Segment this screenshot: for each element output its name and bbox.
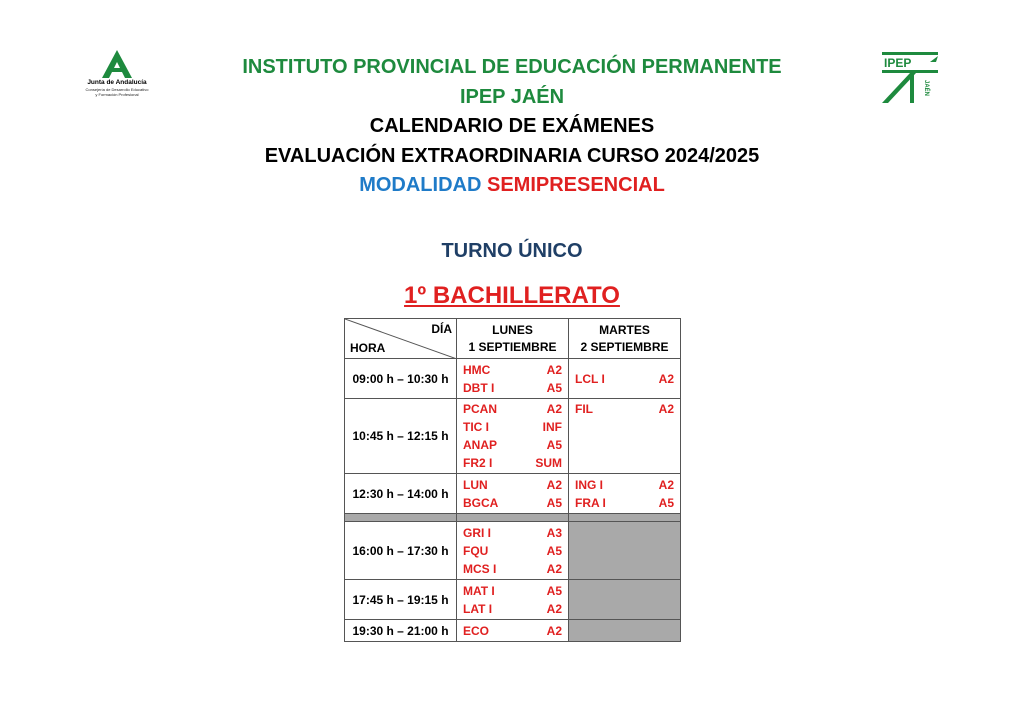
exam-room: A2 — [546, 623, 562, 638]
exam-cell-tuesday — [569, 474, 681, 514]
modality-line — [0, 171, 1024, 201]
exam-entry — [463, 524, 562, 542]
exam-room: SUM — [535, 456, 562, 470]
exam-subject: GRI I — [463, 525, 492, 540]
exam-room: A2 — [658, 402, 674, 416]
exam-entry — [463, 494, 562, 512]
day-date: 1 SEPTIEMBRE — [468, 339, 557, 354]
exam-room: A2 — [658, 477, 674, 492]
exam-cell-monday — [457, 399, 569, 474]
institute-short-name: IPEP JAÉN — [459, 85, 565, 108]
exam-entry — [463, 361, 562, 379]
exam-room: A5 — [546, 438, 562, 452]
corner-day-label: DÍA — [431, 322, 452, 336]
exam-subject: PCAN — [463, 402, 498, 416]
table-row — [345, 474, 681, 514]
exam-cell-monday — [457, 474, 569, 514]
exam-subject: FRA I — [575, 495, 606, 510]
document-title: CALENDARIO DE EXÁMENES — [369, 115, 655, 137]
exam-cell-monday — [457, 580, 569, 620]
turno-heading: TURNO ÚNICO — [441, 240, 583, 262]
exam-entry — [463, 560, 562, 578]
course-heading: 1º BACHILLERATO — [404, 282, 620, 309]
exam-entry — [575, 476, 674, 494]
exam-subject: MAT I — [463, 583, 495, 598]
exam-room: INF — [542, 420, 562, 434]
exam-room: A2 — [546, 402, 562, 416]
evaluation-title: EVALUACIÓN EXTRAORDINARIA CURSO 2024/2025 — [264, 144, 760, 167]
ipep-logo-vertical-text: JAÉN — [923, 80, 929, 97]
exam-subject: LUN — [463, 477, 488, 492]
exam-entry — [463, 622, 562, 640]
exam-cell-tuesday — [569, 399, 681, 474]
exam-entry — [463, 476, 562, 494]
exam-entry — [575, 370, 674, 388]
exam-subject: ECO — [463, 623, 490, 638]
table-row — [345, 620, 681, 642]
exam-entry — [575, 400, 674, 418]
exam-subject: DBT I — [463, 380, 495, 395]
separator-cell — [457, 514, 569, 522]
exam-entry — [463, 418, 562, 436]
exam-room: A2 — [658, 371, 674, 386]
logo-left-subtitle-1: Consejería de Desarrollo Educativo — [85, 87, 149, 92]
exam-subject: TIC I — [463, 420, 489, 434]
table-row — [345, 399, 681, 474]
time-slot: 19:30 h – 21:00 h — [345, 620, 457, 642]
logo-left-subtitle-2: y Formación Profesional — [95, 92, 139, 97]
exam-cell-tuesday-empty — [569, 522, 681, 580]
exam-cell-monday — [457, 620, 569, 642]
day-date: 2 SEPTIEMBRE — [580, 339, 669, 354]
exam-entry — [463, 600, 562, 618]
exam-schedule-table — [344, 318, 681, 642]
day-name: LUNES — [492, 322, 533, 337]
table-row — [345, 580, 681, 620]
table-row — [345, 522, 681, 580]
midday-separator-row — [345, 514, 681, 522]
time-slot: 17:45 h – 19:15 h — [345, 580, 457, 620]
institute-name: INSTITUTO PROVINCIAL DE EDUCACIÓN PERMANENTE — [242, 56, 782, 78]
modality-value: SEMIPRESENCIAL — [486, 174, 665, 196]
exam-cell-monday — [457, 359, 569, 399]
day-header-monday — [457, 319, 569, 359]
exam-subject: LCL I — [575, 371, 605, 386]
exam-subject: FR2 I — [463, 456, 493, 470]
exam-room: A5 — [658, 495, 674, 510]
exam-cell-tuesday — [569, 359, 681, 399]
exam-room: A3 — [546, 525, 562, 540]
time-slot: 09:00 h – 10:30 h — [345, 359, 457, 399]
modality-label: MODALIDAD — [359, 174, 482, 196]
logo-left-name: Junta de Andalucía — [87, 79, 147, 86]
exam-cell-tuesday-empty — [569, 580, 681, 620]
exam-room: A5 — [546, 495, 562, 510]
day-header-tuesday — [569, 319, 681, 359]
exam-subject: FQU — [463, 543, 489, 558]
exam-entry — [463, 582, 562, 600]
separator-cell — [345, 514, 457, 522]
separator-cell — [569, 514, 681, 522]
exam-subject: ING I — [575, 477, 604, 492]
corner-hour-label: HORA — [350, 341, 386, 355]
exam-entry — [463, 436, 562, 454]
exam-entry — [463, 379, 562, 397]
ipep-logo-text: IPEP — [884, 56, 912, 70]
day-name: MARTES — [599, 322, 650, 337]
exam-room: A2 — [546, 362, 562, 377]
table-header-row — [345, 319, 681, 359]
exam-room: A2 — [546, 601, 562, 616]
exam-entry — [575, 494, 674, 512]
table-row — [345, 359, 681, 399]
document-header — [0, 53, 1024, 201]
exam-room: A5 — [546, 543, 562, 558]
exam-subject: HMC — [463, 362, 491, 377]
exam-cell-monday — [457, 522, 569, 580]
exam-subject: MCS I — [463, 561, 497, 576]
exam-subject: LAT I — [463, 601, 493, 616]
exam-subject: ANAP — [463, 438, 498, 452]
exam-entry — [463, 454, 562, 472]
exam-room: A5 — [546, 583, 562, 598]
exam-entry — [463, 542, 562, 560]
time-slot: 10:45 h – 12:15 h — [345, 399, 457, 474]
exam-subject: BGCA — [463, 495, 499, 510]
exam-cell-tuesday-empty — [569, 620, 681, 642]
exam-room: A5 — [546, 380, 562, 395]
exam-entry — [463, 400, 562, 418]
corner-cell — [345, 319, 457, 359]
exam-room: A2 — [546, 561, 562, 576]
exam-subject: FIL — [575, 402, 593, 416]
time-slot: 16:00 h – 17:30 h — [345, 522, 457, 580]
exam-room: A2 — [546, 477, 562, 492]
time-slot: 12:30 h – 14:00 h — [345, 474, 457, 514]
